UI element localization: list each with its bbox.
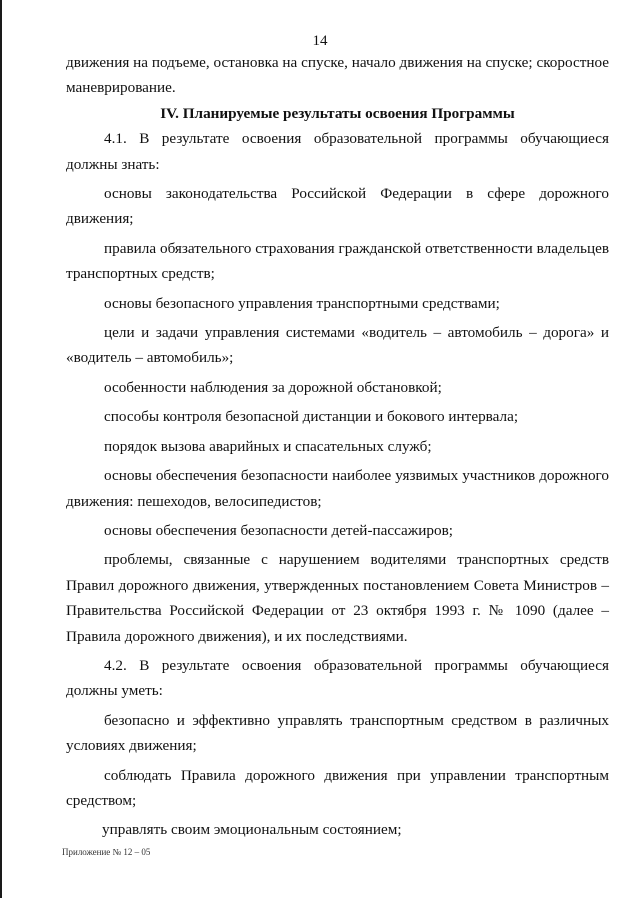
list-item: порядок вызова аварийных и спасательных служб; xyxy=(104,437,432,455)
list-item: основы безопасного управления транспортными средствами; xyxy=(104,294,500,312)
page-number: 14 xyxy=(312,33,328,49)
list-item: безопасно и эффективно управлять транспортным средством в различных условиях движения; xyxy=(66,711,609,755)
paragraph-4-1: 4.1. В результате освоения образовательной программы обучающиеся должны знать: xyxy=(66,130,609,173)
list-item: основы законодательства Российской Федерации в сфере дорожного движения; xyxy=(66,185,609,228)
document-body xyxy=(66,50,609,843)
page-edge xyxy=(0,0,2,898)
list-item: управлять своим эмоциональным состоянием; xyxy=(102,821,402,839)
list-item: правила обязательного страхования гражданской ответственности владельцев транспортных средств; xyxy=(66,239,609,283)
list-item: проблемы, связанные с нарушением водителями транспортных средств Правил дорожного движения, утвержденных постановлением Совета Министров – Правительства Российской Федерации от 23 октября 1993 г. № 1090 (далее – Правила дорожного движения), и их последствиями. xyxy=(66,551,609,645)
footer-appendix-label: Приложение № 12 – 05 xyxy=(62,847,151,857)
list-item: соблюдать Правила дорожного движения при управлении транспортным средством; xyxy=(66,766,609,809)
list-item: цели и задачи управления системами «водитель – автомобиль – дорога» и «водитель – автомобиль»; xyxy=(66,324,609,367)
paragraph-continuation: движения на подъеме, остановка на спуске, начало движения на спуске; скоростное маневрирование. xyxy=(66,54,609,97)
list-item: способы контроля безопасной дистанции и бокового интервала; xyxy=(104,408,519,426)
paragraph-4-2: 4.2. В результате освоения образовательной программы обучающиеся должны уметь: xyxy=(66,656,609,700)
list-item: основы обеспечения безопасности наиболее уязвимых участников дорожного движения: пешеходов, велосипедистов; xyxy=(66,467,609,510)
section-heading: IV. Планируемые результаты освоения Программы xyxy=(160,104,515,122)
list-item: основы обеспечения безопасности детей-пассажиров; xyxy=(104,521,453,539)
list-item: особенности наблюдения за дорожной обстановкой; xyxy=(104,378,442,396)
